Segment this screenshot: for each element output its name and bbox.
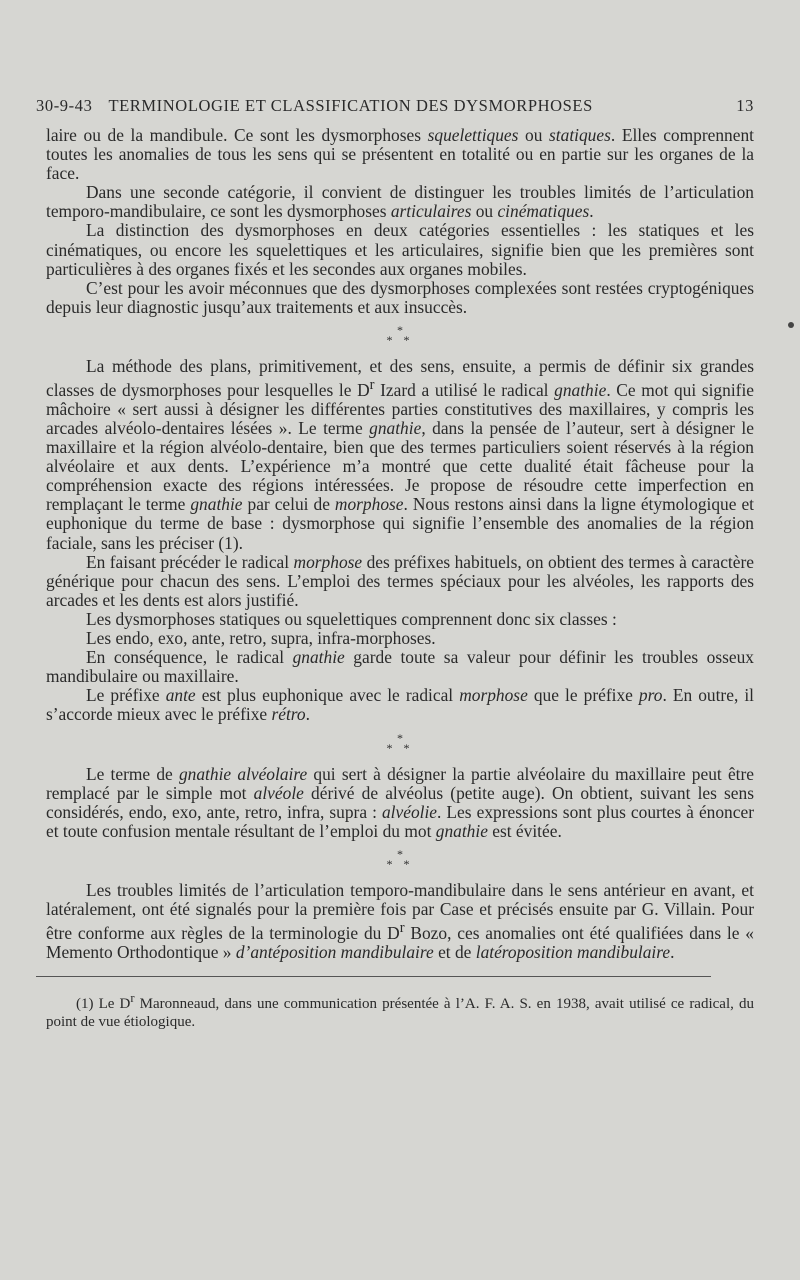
paragraph: La distinction des dysmorphoses en deux catégories essentielles : les statiques et les cinématiques, ou encore les squelettiques et les articulaires, signifie bien que les premières sont particulières à des organes fixés et les secondes aux organes mobiles. bbox=[46, 220, 754, 279]
paragraph: Le terme de gnathie alvéolaire qui sert à désigner la partie alvéolaire du maxillaire peut être remplacé par le simple mot alvéole dérivé de alvéolus (petite auge). On obtient, suivant les sens considérés, endo, exo, ante, retro, infra, supra : alvéolie. Les expressions sont plus courtes à énoncer et toute confusion mentale résultant de l’emploi du mot gnathie est évitée. bbox=[46, 763, 755, 841]
paragraph: Dans une seconde catégorie, il convient de distinguer les troubles limités de l’articulation temporo-mandibulaire, ce sont les dysmorphoses articulaires ou cinématiques. bbox=[46, 182, 754, 222]
paragraph: La méthode des plans, primitivement, et des sens, ensuite, a permis de définir six grandes classes de dysmorphoses pour lesquelles le $D^r$ Izard a utilisé le radical gnathie. Ce mot qui signifie mâchoire « sert aussi à désigner les différentes parties constitutives des maxillaires, y compris les arcades alvéolo-dentaires lésées ». Le terme gnathie, dans la pensée de l’auteur, sert à désigner le maxillaire et la région alvéolo-dentaire, bien que des termes particuliers soient réservés à la région alvéolaire et aux dents. L’expérience m’a montré que cette dualité était fâcheuse pour la compréhension exacte des régions intéressées. Je propose de résoudre cette imperfection en remplaçant le terme gnathie par celui de morphose. Nous restons ainsi dans la ligne étymologique et euphonique du terme de base : dysmorphose qui signifie l’ensemble des anomalies de la région faciale, sans les préciser (1). bbox=[46, 355, 754, 553]
footnote bbox=[36, 989, 754, 1031]
footnote-text: (1) Le $D^r$ Maronneaud, dans une communication présentée à l’A. F. A. S. en 1938, avait utilisé ce radical, du point de vue étiologique. bbox=[46, 991, 754, 1031]
header-title: TERMINOLOGIE ET CLASSIFICATION DES DYSMORPHOSES bbox=[108, 96, 593, 115]
paragraph: C’est pour les avoir méconnues que des dysmorphoses complexées sont restées cryptogéniques depuis leur diagnostic jusqu’aux traitements et aux insuccès. bbox=[46, 277, 754, 317]
paragraph: Le préfixe ante est plus euphonique avec le radical morphose que le préfixe pro. En outre, il s’accorde mieux avec le préfixe rétro. bbox=[46, 685, 755, 725]
paragraph: En faisant précéder le radical morphose des préfixes habituels, on obtient des termes à caractère générique pour chacun des sens. L’emploi des termes spéciaux pour les alvéoles, les rapports des arcades et les dents est alors justifié. bbox=[46, 551, 754, 610]
footnote-rule bbox=[36, 976, 711, 977]
paragraph: Les dysmorphoses statiques ou squelettiques comprennent donc six classes : bbox=[86, 608, 617, 629]
page-number: 13 bbox=[736, 96, 754, 115]
section-separator: * * * bbox=[386, 322, 414, 347]
running-header bbox=[36, 96, 754, 116]
paragraph: Les troubles limités de l’articulation temporo-mandibulaire dans le sens antérieur en avant, et latéralement, ont été signalés pour la première fois par Case et précisés ensuite par G. Villain. Pour être conforme aux règles de la terminologie du $D^r$ Bozo, ces anomalies ont été qualifiées dans le « Memento Orthodontique » d’antéposition mandibulaire et de latéroposition mandibulaire. bbox=[46, 879, 754, 962]
section-separator: * * * bbox=[386, 730, 414, 755]
paragraph: Les endo, exo, ante, retro, supra, infra-morphoses. bbox=[86, 628, 436, 649]
header-ref: 30-9-43 bbox=[36, 96, 93, 115]
section-separator: * * * bbox=[386, 846, 414, 871]
body-text bbox=[36, 126, 754, 962]
paragraph: laire ou de la mandibule. Ce sont les dysmorphoses squelettiques ou statiques. Elles comprennent toutes les anomalies de tous les sens qui se présentent en totalité ou en partie sur les organes de la face. bbox=[46, 125, 754, 184]
paragraph: En conséquence, le radical gnathie garde toute sa valeur pour définir les troubles osseux mandibulaire ou maxillaire. bbox=[46, 647, 754, 687]
margin-dot bbox=[788, 322, 794, 328]
